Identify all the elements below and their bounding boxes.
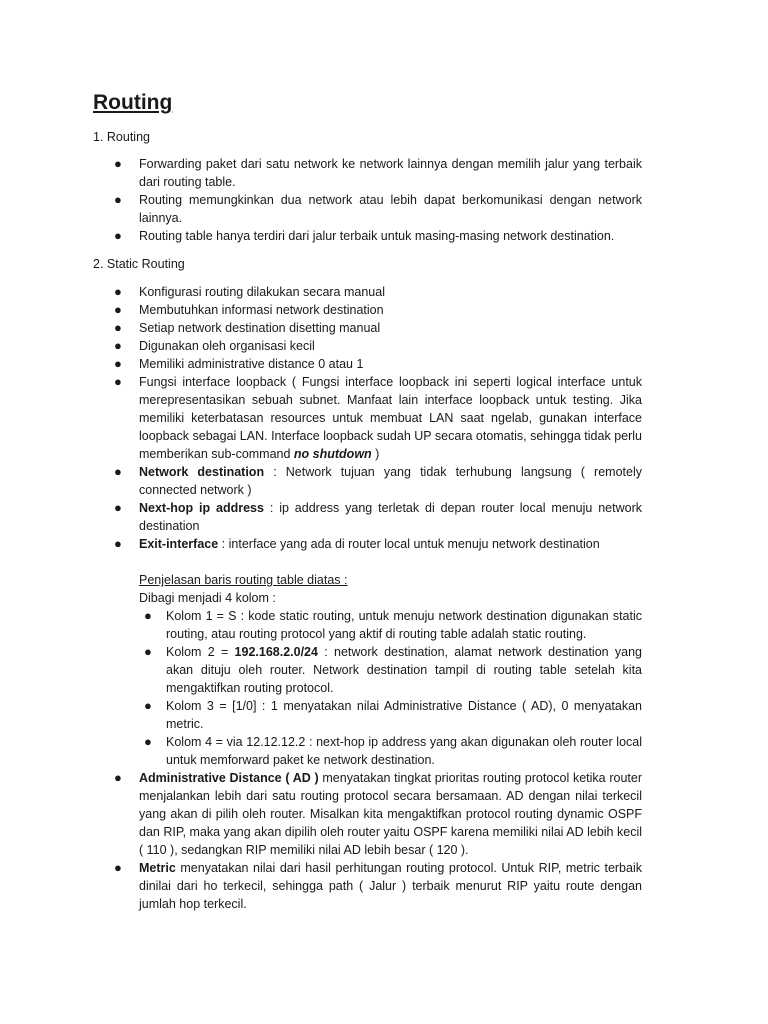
list-item-next-hop: ● Next-hop ip address : ip address yang terletak di depan router local menuju network destination: [114, 500, 642, 533]
column-item: ● Kolom 3 = [1/0] : 1 menyatakan nilai Administrative Distance ( AD), 0 menyatakan metric.: [144, 698, 642, 731]
bullet-icon: ●: [144, 608, 152, 623]
explanation-intro: Dibagi menjadi 4 kolom :: [139, 591, 276, 605]
bullet-icon: ●: [114, 192, 122, 207]
column-item: ● Kolom 1 = S : kode static routing, untuk menuju network destination digunakan static routing, atau routing protocol yang aktif di routing table adalah static routing.: [144, 608, 642, 641]
bullet-icon: ●: [144, 644, 152, 659]
list-item: ● Konfigurasi routing dilakukan secara manual: [114, 284, 385, 299]
column-item: ● Kolom 2 = 192.168.2.0/24 : network destination, alamat network destination yang akan dituju oleh router. Network destination tampil di routing table setelah kita mengaktifkan routing protocol.: [144, 644, 642, 695]
list-item-metric: ● Metric menyatakan nilai dari hasil perhitungan routing protocol. Untuk RIP, metric terbaik dinilai dari ho terkecil, sehingga path ( Jalur ) terbaik menurut RIP yaitu route dengan jumlah hop terkecil.: [114, 860, 642, 911]
list-item: ● Setiap network destination disetting manual: [114, 320, 381, 335]
section-heading-static-routing: 2. Static Routing: [93, 257, 185, 271]
bullet-icon: ●: [114, 320, 122, 335]
bullet-icon: ●: [114, 536, 122, 551]
column-item: ● Kolom 4 = via 12.12.12.2 : next-hop ip address yang akan digunakan oleh router local untuk memforward paket ke network destination.: [144, 734, 642, 767]
spacer: [112, 553, 642, 571]
list-item: ● Forwarding paket dari satu network ke network lainnya dengan memilih jalur yang terbaik dari routing table.: [114, 156, 642, 189]
list-item: ● Routing memungkinkan dua network atau lebih dapat berkomunikasi dengan network lainnya.: [114, 192, 642, 225]
list-item: ● Digunakan oleh organisasi kecil: [114, 338, 315, 353]
section-heading-routing: 1. Routing: [93, 130, 150, 144]
bullet-icon: ●: [114, 284, 122, 299]
bullet-icon: ●: [114, 156, 122, 171]
bullet-icon: ●: [114, 464, 122, 479]
bullet-icon: ●: [114, 860, 122, 875]
bullet-icon: ●: [114, 228, 122, 243]
explanation-block: [112, 571, 642, 769]
routing-list: [112, 155, 642, 245]
bullet-icon: ●: [144, 734, 152, 749]
list-item: ● Membutuhkan informasi network destination: [114, 302, 384, 317]
bullet-icon: ●: [114, 302, 122, 317]
list-item: ● Memiliki administrative distance 0 atau 1: [114, 356, 364, 371]
bullet-icon: ●: [144, 698, 152, 713]
list-item: ● Routing table hanya terdiri dari jalur terbaik untuk masing-masing network destination.: [114, 228, 615, 243]
static-routing-list: [112, 283, 642, 913]
column-list: [139, 607, 642, 769]
bullet-icon: ●: [114, 338, 122, 353]
bullet-icon: ●: [114, 770, 122, 785]
bullet-icon: ●: [114, 356, 122, 371]
bullet-icon: ●: [114, 374, 122, 389]
list-item-administrative-distance: ● Administrative Distance ( AD ) menyatakan tingkat prioritas routing protocol ketika router menjalankan lebih dari satu routing protocol secara bersamaan. AD dengan nilai terkecil yang akan di pilih oleh router. Misalkan kita mengaktifkan protocol routing dynamic OSPF dan RIP, maka yang akan dipilih oleh router yaitu OSPF karena memiliki nilai AD lebih kecil ( 110 ), sedangkan RIP memiliki nilai AD lebih besar ( 120 ).: [114, 770, 642, 857]
no-shutdown-command: no shutdown: [293, 447, 372, 461]
explanation-heading: Penjelasan baris routing table diatas :: [139, 573, 348, 587]
list-item-loopback: ● Fungsi interface loopback ( Fungsi interface loopback ini seperti logical interface untuk merepresentasikan sebuah subnet. Manfaat lain interface loopback untuk testing. Jika memiliki keterbatasan resources untuk membuat LAN saat ngelab, gunakan interface loopback sebagai LAN. Interface loopback sudah UP secara otomatis, sehingga tidak perlu memberikan sub-command no shutdown ): [114, 374, 642, 461]
bullet-icon: ●: [114, 500, 122, 515]
page-title: Routing: [93, 91, 173, 114]
list-item-exit-interface: ● Exit-interface : interface yang ada di router local untuk menuju network destination: [114, 536, 600, 551]
list-item-network-destination: ● Network destination : Network tujuan yang tidak terhubung langsung ( remotely connected network ): [114, 464, 642, 497]
